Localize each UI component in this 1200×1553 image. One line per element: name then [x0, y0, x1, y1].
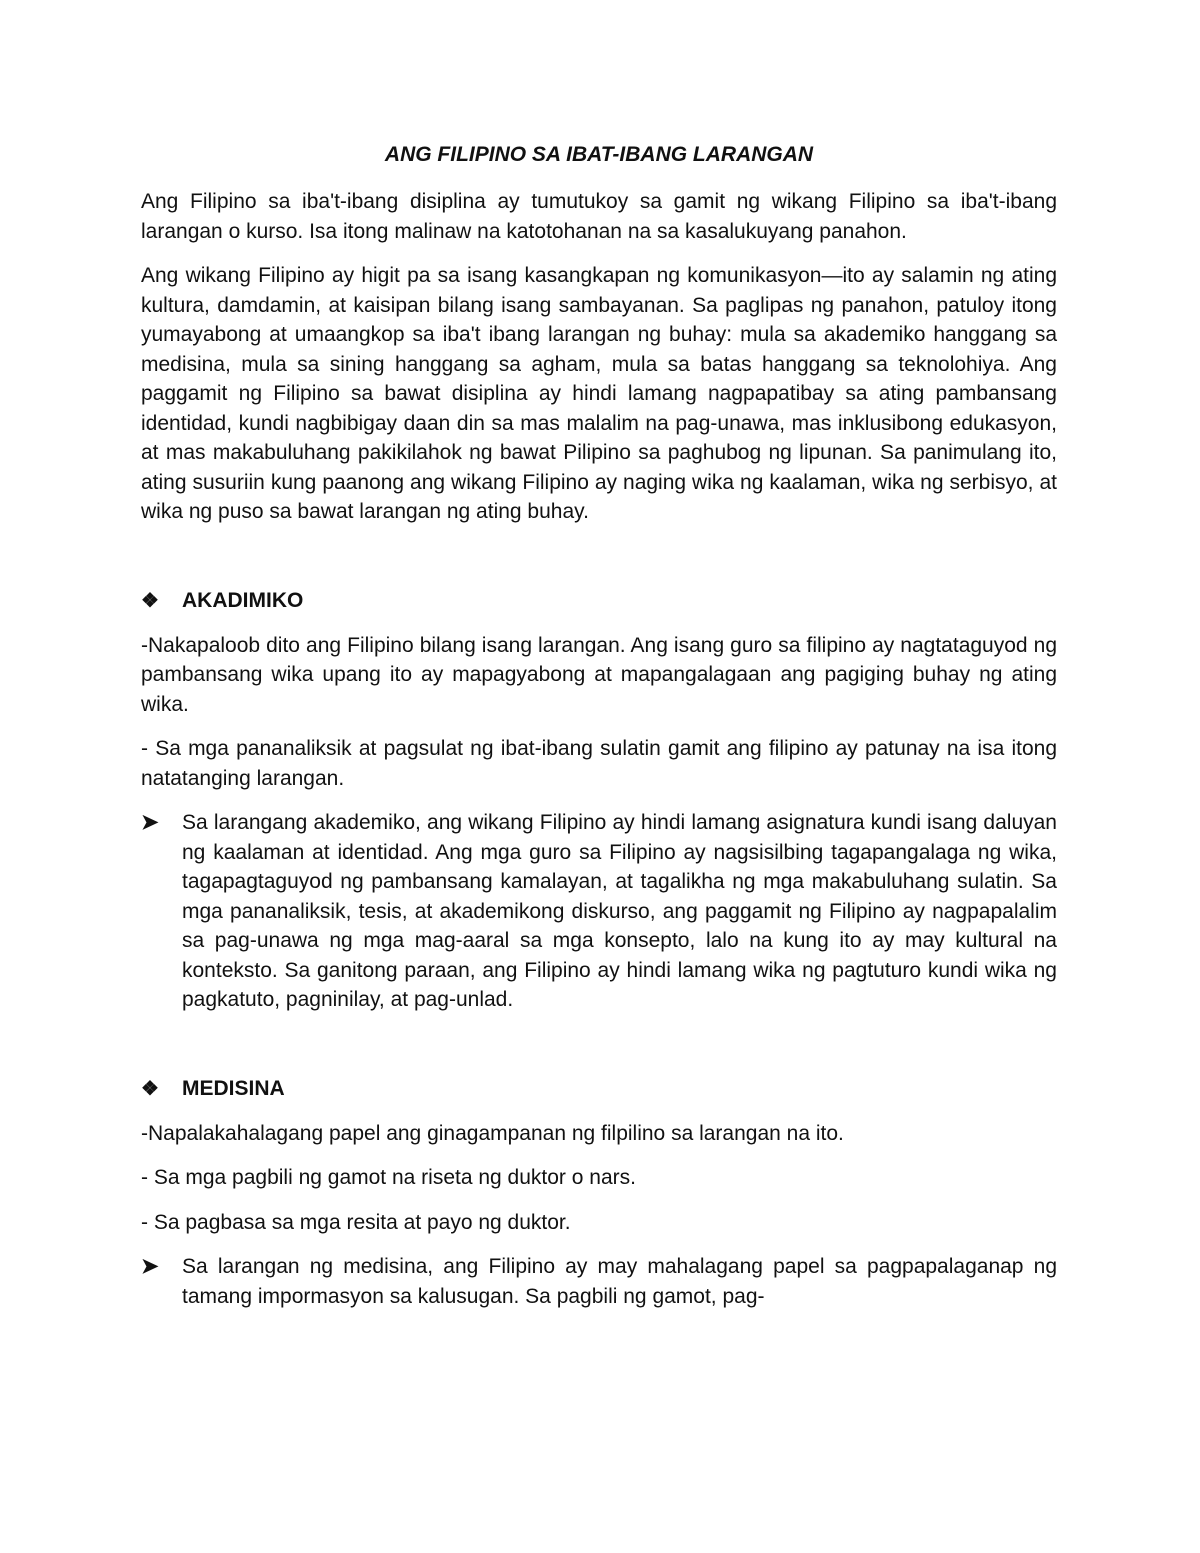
section-medisina: [141, 1074, 1057, 1312]
section-paragraph: -Napalakahalagang papel ang ginagampanan ng filpilino sa larangan na ito.: [141, 1121, 844, 1145]
arrow-list-item-text: Sa larangan ng medisina, ang Filipino ay may mahalagang papel sa pagpapalaganap ng tamang impormasyon sa kalusugan. Sa pagbili ng gamot, pag-: [182, 1255, 1057, 1308]
section-heading-label: AKADIMIKO: [182, 588, 304, 612]
section-heading: [141, 1074, 1057, 1104]
section-paragraph: - Sa mga pananaliksik at pagsulat ng ibat-ibang sulatin gamit ang filipino ay patunay na isa itong natatanging larangan.: [141, 737, 1057, 790]
diamond-bullet-icon: ❖: [141, 589, 159, 612]
section-heading: [141, 586, 1057, 616]
section-paragraph: - Sa mga pagbili ng gamot na riseta ng duktor o nars.: [141, 1166, 636, 1189]
arrow-bullet-icon: ➤: [141, 1255, 159, 1278]
section-heading-label: MEDISINA: [182, 1076, 285, 1100]
document-page: [141, 140, 1057, 1311]
arrow-list-item: [141, 808, 1057, 1015]
arrow-bullet-icon: ➤: [141, 811, 159, 834]
arrow-list-item-text: Sa larangang akademiko, ang wikang Filipino ay hindi lamang asignatura kundi isang daluyan ng kaalaman at identidad. Ang mga guro sa Filipino ay nagsisilbing tagapangalaga ng wika, tagapagtaguyod ng pambansang kamalayan, at tagalikha ng mga makabuluhang sulatin. Sa mga pananaliksik, tesis, at akademikong diskurso, ang paggamit ng Filipino ay nagpapalalim sa pag-unawa ng mga mag-aaral sa mga konsepto, lalo na kung ito ay may kultural na konteksto. Sa ganitong paraan, ang Filipino ay hindi lamang wika ng pagtuturo kundi wika ng pagkatuto, pagninilay, at pag-unlad.: [182, 811, 1057, 1011]
intro-paragraph-1: Ang Filipino sa iba't-ibang disiplina ay tumutukoy sa gamit ng wikang Filipino sa iba't-ibang larangan o kurso. Isa itong malinaw na katotohanan na sa kasalukuyang panahon.: [141, 190, 1057, 243]
intro-paragraph-2: Ang wikang Filipino ay higit pa sa isang kasangkapan ng komunikasyon—ito ay salamin ng ating kultura, damdamin, at kaisipan bilang isang sambayanan. Sa paglipas ng panahon, patuloy itong yumayabong at umaangkop sa iba't ibang larangan ng buhay: mula sa akademiko hanggang sa medisina, mula sa sining hanggang sa agham, mula sa batas hanggang sa teknolohiya. Ang paggamit ng Filipino sa bawat disiplina ay hindi lamang nagpapatibay sa ating pambansang identidad, kundi nagbibigay daan din sa mas malalim na pag-unawa, mas inklusibong edukasyon, at mas makabuluhang pakikilahok ng bawat Pilipino sa paghubog ng lipunan. Sa panimulang ito, ating susuriin kung paanong ang wikang Filipino ay naging wika ng kaalaman, wika ng serbisyo, at wika ng puso sa bawat larangan ng ating buhay.: [141, 264, 1057, 523]
document-title: ANG FILIPINO SA IBAT-IBANG LARANGAN: [384, 143, 814, 166]
section-paragraph: - Sa pagbasa sa mga resita at payo ng duktor.: [141, 1210, 571, 1234]
section-paragraph: -Nakapaloob dito ang Filipino bilang isang larangan. Ang isang guro sa filipino ay nagtataguyod ng pambansang wika upang ito ay mapagyabong at mapangalagaan ang pagiging buhay ng ating wika.: [141, 633, 1057, 716]
section-akadimiko: [141, 586, 1057, 1015]
diamond-bullet-icon: ❖: [141, 1077, 159, 1100]
arrow-list-item: [141, 1252, 1057, 1311]
